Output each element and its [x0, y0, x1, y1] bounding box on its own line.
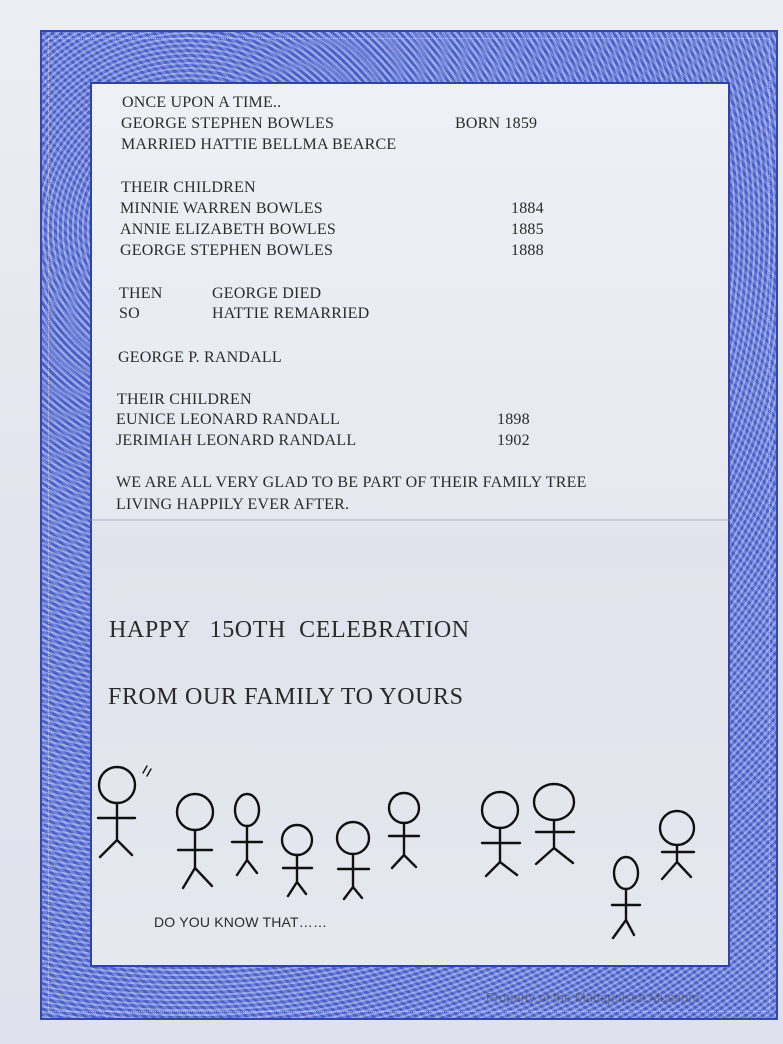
- stick-figure: [660, 811, 694, 845]
- museum-watermark: Property of the Mattapoisett Museum: [486, 990, 700, 1005]
- greeting-line-1: HAPPY 15OTH CELEBRATION: [109, 617, 470, 643]
- child-name: ANNIE ELIZABETH BOWLES: [120, 221, 336, 238]
- stick-figure: [177, 794, 213, 830]
- so-label: SO: [119, 305, 140, 322]
- stick-figure: [614, 857, 638, 889]
- children-heading-2: THEIR CHILDREN: [117, 391, 252, 408]
- child-name: MINNIE WARREN BOWLES: [120, 200, 323, 217]
- stick-figure: [337, 822, 369, 854]
- parent2-name: GEORGE P. RANDALL: [118, 349, 282, 366]
- do-you-know-prompt: DO YOU KNOW THAT……: [154, 914, 328, 930]
- parent1-name: GEORGE STEPHEN BOWLES: [121, 115, 335, 132]
- child-year: 1902: [497, 432, 530, 449]
- closing-line-1: WE ARE ALL VERY GLAD TO BE PART OF THEIR FAMILY TREE: [116, 474, 587, 491]
- child-year: 1884: [511, 200, 544, 217]
- stick-figure: [389, 793, 419, 823]
- stick-figure: [482, 792, 518, 828]
- so-text: HATTIE REMARRIED: [212, 305, 370, 322]
- stick-figure: [534, 784, 574, 820]
- then-label: THEN: [119, 285, 163, 302]
- child-name: EUNICE LEONARD RANDALL: [116, 411, 340, 428]
- child-year: 1888: [511, 242, 544, 259]
- child-name: GEORGE STEPHEN BOWLES: [120, 242, 334, 259]
- child-year: 1898: [497, 411, 530, 428]
- children-heading-1: THEIR CHILDREN: [121, 179, 256, 196]
- intro-line: ONCE UPON A TIME..: [122, 94, 282, 111]
- closing-line-2: LIVING HAPPILY EVER AFTER.: [116, 496, 350, 513]
- married-line: MARRIED HATTIE BELLMA BEARCE: [121, 136, 397, 153]
- greeting-line-2: FROM OUR FAMILY TO YOURS: [108, 684, 464, 710]
- child-name: JERIMIAH LEONARD RANDALL: [116, 432, 357, 449]
- stick-figure: [282, 825, 312, 855]
- then-text: GEORGE DIED: [212, 285, 322, 302]
- child-year: 1885: [511, 221, 544, 238]
- parent1-born: BORN 1859: [455, 115, 538, 132]
- stick-figure: [235, 794, 259, 826]
- stick-figure: [99, 767, 135, 803]
